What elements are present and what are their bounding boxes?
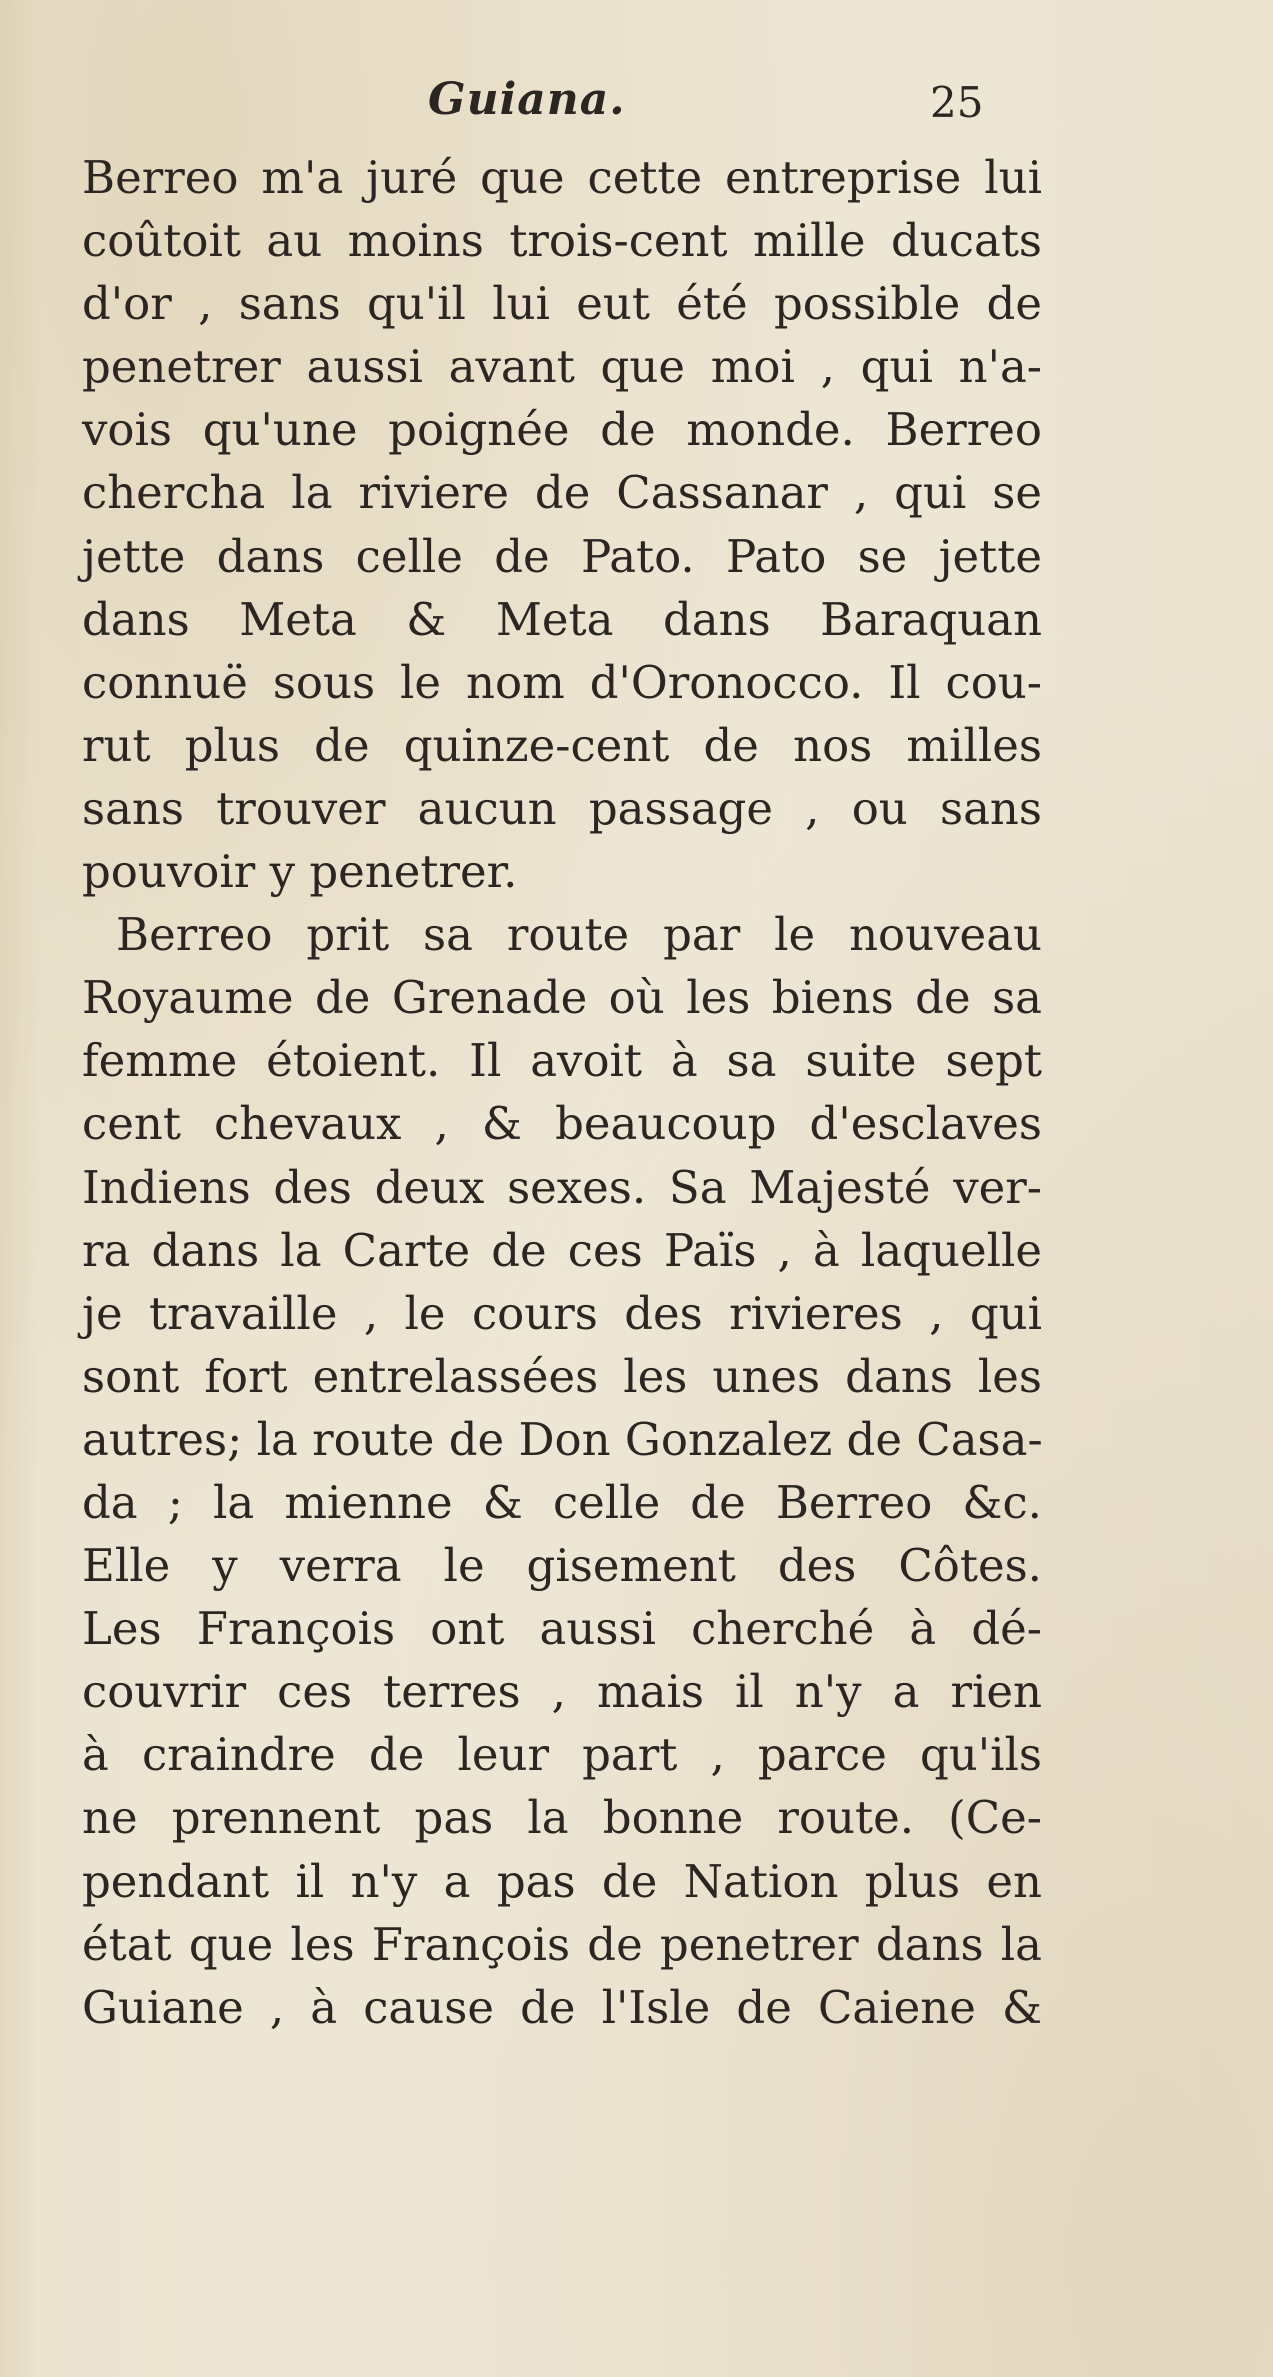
text-line: ne prennent pas la bonne route. (Ce- xyxy=(82,1791,1042,1845)
text-line: pouvoir y penetrer. xyxy=(82,845,518,899)
text-line: Indiens des deux sexes. Sa Majesté ver- xyxy=(82,1160,1042,1214)
text-line: Guiane , à cause de l'Isle de Caiene & xyxy=(82,1980,1042,2034)
text-line: état que les François de penetrer dans la xyxy=(82,1917,1042,1971)
text-line: vois qu'une poignée de monde. Berreo xyxy=(82,403,1042,457)
text-line: rut plus de quinze-cent de nos milles xyxy=(82,718,1042,772)
text-line: ra dans la Carte de ces Païs , à laquelle xyxy=(82,1223,1042,1277)
text-line: connuë sous le nom d'Oronocco. Il cou- xyxy=(82,655,1042,709)
text-line: je travaille , le cours des rivieres , qui xyxy=(82,1286,1042,1340)
page-number: 25 xyxy=(930,78,984,127)
text-line: Berreo m'a juré que cette entreprise lui xyxy=(82,151,1042,204)
text-line: da ; la mienne & celle de Berreo &c. xyxy=(82,1475,1042,1529)
text-line: coûtoit au moins trois-cent mille ducats xyxy=(82,214,1042,268)
text-line: cent chevaux , & beaucoup d'esclaves xyxy=(82,1097,1042,1151)
page-header xyxy=(0,74,1273,134)
text-line: Berreo prit sa route par le nouveau xyxy=(116,908,1042,962)
text-line: pendant il n'y a pas de Nation plus en xyxy=(82,1854,1042,1908)
text-line: à craindre de leur part , parce qu'ils xyxy=(82,1728,1042,1782)
text-line: femme étoient. Il avoit à sa suite sept xyxy=(82,1034,1042,1088)
text-line: chercha la riviere de Cassanar , qui se xyxy=(82,466,1042,520)
text-line: Royaume de Grenade où les biens de sa xyxy=(82,971,1042,1025)
text-line: dans Meta & Meta dans Baraquan xyxy=(82,592,1042,646)
text-line: Elle y verra le gisement des Côtes. xyxy=(82,1539,1042,1593)
text-line: d'or , sans qu'il lui eut été possible de xyxy=(82,277,1042,331)
text-line: Les François ont aussi cherché à dé- xyxy=(82,1602,1042,1656)
text-line: autres; la route de Don Gonzalez de Casa- xyxy=(82,1412,1043,1466)
text-line: sont fort entrelassées les unes dans les xyxy=(82,1349,1042,1403)
body-text xyxy=(82,146,1042,2039)
text-line: couvrir ces terres , mais il n'y a rien xyxy=(82,1665,1042,1719)
text-line: jette dans celle de Pato. Pato se jette xyxy=(82,529,1042,583)
text-line: penetrer aussi avant que moi , qui n'a- xyxy=(82,340,1042,394)
running-title: Guiana. xyxy=(428,74,626,125)
text-line: sans trouver aucun passage , ou sans xyxy=(82,781,1042,835)
